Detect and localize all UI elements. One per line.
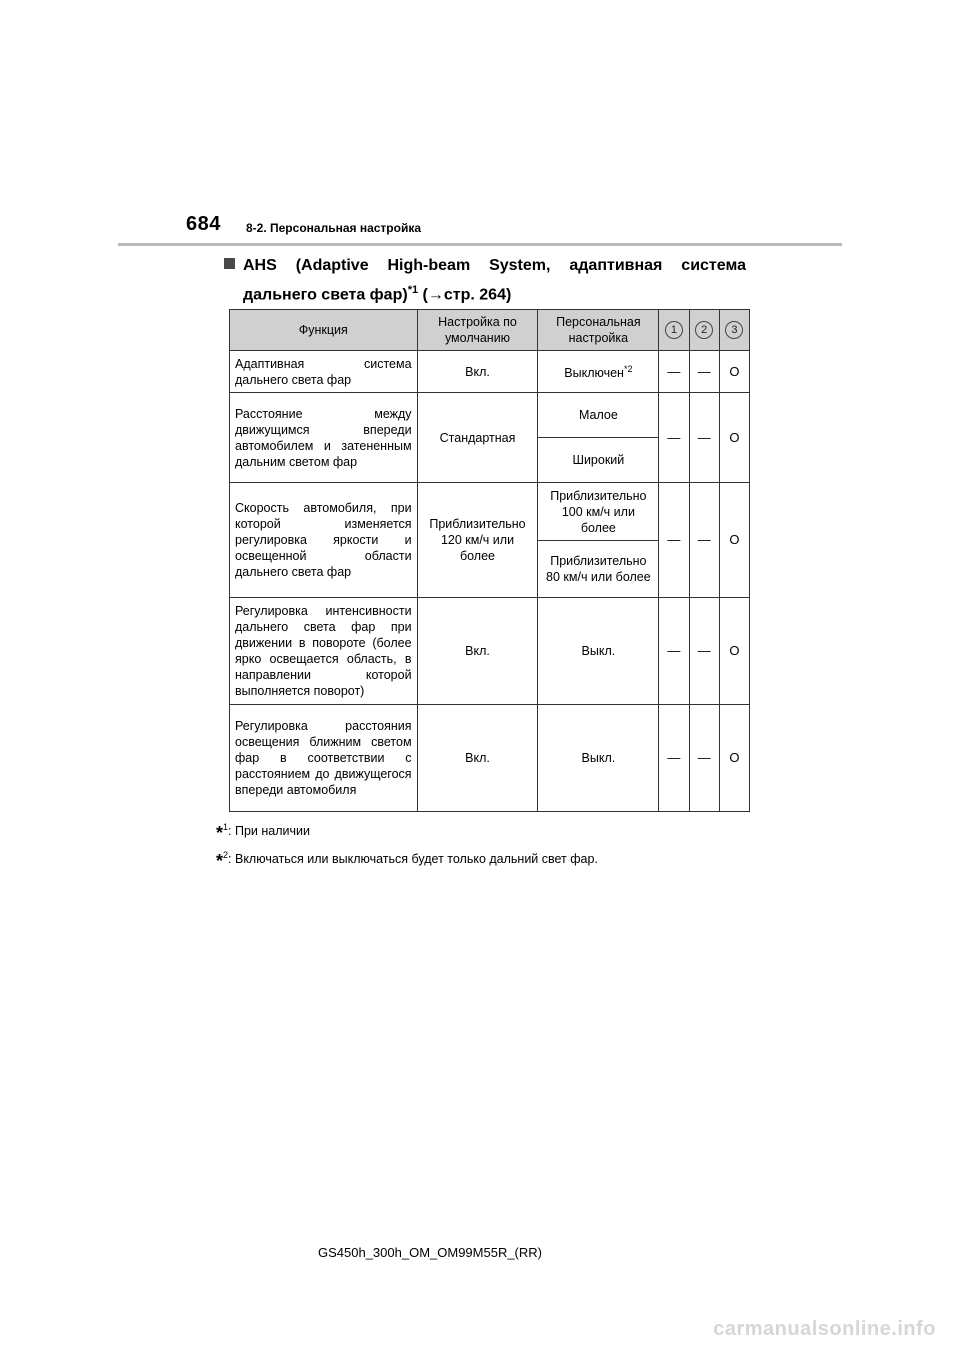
page-reference-link[interactable]: (→стр. 264)	[418, 286, 512, 304]
heading-word: System,	[489, 257, 551, 274]
mark-cell: —	[659, 705, 689, 812]
mark-cell: —	[659, 351, 689, 393]
footnote-2	[216, 850, 598, 872]
document-code: GS450h_300h_OM_OM99M55R_(RR)	[318, 1245, 542, 1260]
default-cell: Стандартная	[417, 393, 538, 483]
custom-cell: Приблизительно 100 км/ч или более	[538, 483, 659, 541]
header-col-3	[719, 310, 749, 351]
footnote-star: *	[216, 851, 224, 872]
custom-cell: Приблизительно 80 км/ч или более	[538, 541, 659, 598]
mark-cell: —	[689, 393, 719, 483]
mark-cell: O	[719, 351, 749, 393]
mark-cell: O	[719, 393, 749, 483]
table-row	[230, 705, 750, 812]
footnote-number: 1	[223, 822, 229, 832]
table-row	[230, 393, 750, 438]
circled-number-1-icon: 1	[665, 321, 683, 339]
custom-cell: Выкл.	[538, 705, 659, 812]
table-header-row	[230, 310, 750, 351]
bullet-square-icon	[224, 258, 235, 269]
heading-word: адаптивная	[569, 257, 663, 274]
settings-table	[229, 309, 750, 812]
footnote-ref: *1	[407, 284, 419, 296]
mark-cell: —	[659, 598, 689, 705]
footnote-text: : Включаться или выключаться будет только дальний свет фар.	[228, 852, 598, 867]
heading-text: дальнего света фар)	[243, 286, 408, 304]
mark-cell: —	[689, 483, 719, 598]
default-cell: Вкл.	[417, 598, 538, 705]
mark-cell: —	[689, 705, 719, 812]
table-row	[230, 598, 750, 705]
custom-cell: Выкл.	[538, 598, 659, 705]
default-cell: Вкл.	[417, 705, 538, 812]
header-col-2	[689, 310, 719, 351]
function-cell: Регулировка интенсивности дальнего света фар при движении в повороте (более ярко освещается область, в направлении которой выполняется поворот)	[230, 598, 418, 705]
footnote-1	[216, 822, 310, 844]
custom-cell: Широкий	[538, 438, 659, 483]
function-cell: Скорость автомобиля, при которой изменяется регулировка яркости и освещенной области дальнего света фар	[230, 483, 418, 598]
mark-cell: —	[689, 351, 719, 393]
footnote-star: *	[216, 823, 224, 844]
footnote-number: 2	[223, 850, 229, 860]
header-divider	[118, 243, 842, 246]
mark-cell: —	[689, 598, 719, 705]
mark-cell: O	[719, 598, 749, 705]
header-custom: Персональная настройка	[538, 310, 659, 351]
mark-cell: —	[659, 483, 689, 598]
heading-word: High-beam	[387, 257, 471, 274]
header-col-1	[659, 310, 689, 351]
mark-cell: —	[659, 393, 689, 483]
function-cell: Регулировка расстояния освещения ближним светом фар в соответствии с расстоянием до движущегося впереди автомобиля	[230, 705, 418, 812]
mark-cell: O	[719, 705, 749, 812]
footnote-ref: *2	[623, 364, 633, 375]
watermark: carmanualsonline.info	[713, 1318, 936, 1340]
default-cell: Приблизительно 120 км/ч или более	[417, 483, 538, 598]
custom-cell: Выключен$^{*2}$	[538, 351, 659, 393]
mark-cell: O	[719, 483, 749, 598]
function-cell: Адаптивная система дальнего света фар	[230, 351, 418, 393]
header-function: Функция	[230, 310, 418, 351]
custom-cell: Малое	[538, 393, 659, 438]
table-row	[230, 483, 750, 541]
setting-heading	[224, 253, 746, 307]
header-default: Настройка по умолчанию	[417, 310, 538, 351]
heading-word: система	[681, 257, 746, 274]
table-row	[230, 351, 750, 393]
footnote-text: : При наличии	[228, 824, 310, 839]
page-number: 684	[186, 213, 221, 235]
function-cell: Расстояние между движущимся впереди автомобилем и затененным дальним светом фар	[230, 393, 418, 483]
heading-word: (Adaptive	[295, 257, 369, 274]
section-title: 8-2. Персональная настройка	[246, 221, 422, 235]
default-cell: Вкл.	[417, 351, 538, 393]
heading-word: AHS	[224, 253, 277, 278]
circled-number-2-icon: 2	[695, 321, 713, 339]
circled-number-3-icon: 3	[725, 321, 743, 339]
